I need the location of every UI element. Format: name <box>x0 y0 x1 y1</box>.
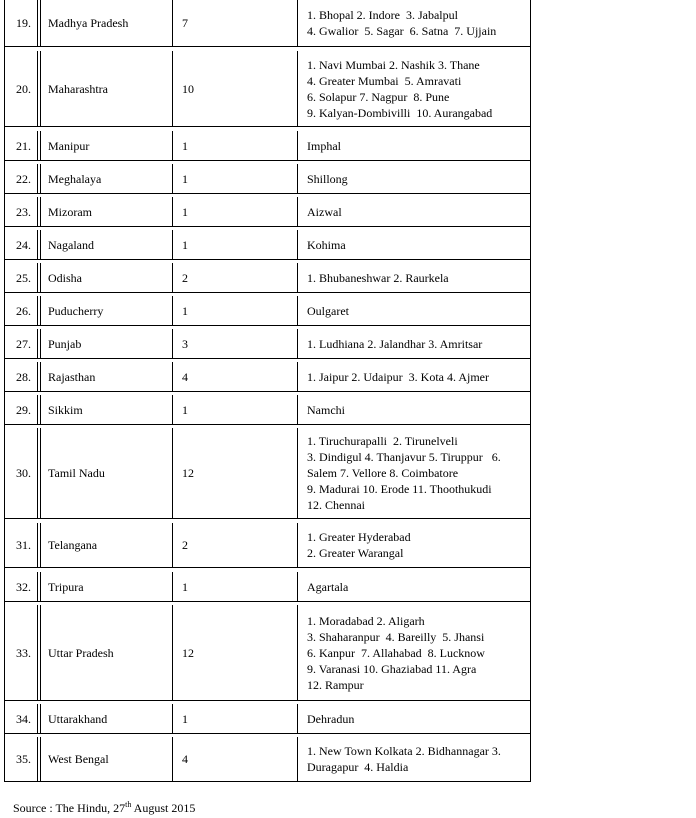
city-count: 7 <box>172 0 297 46</box>
source-suffix: August 2015 <box>131 801 196 815</box>
row-number: 30. <box>16 466 31 480</box>
city-line: 1. Moradabad 2. Aligarh <box>307 613 425 628</box>
city-line: 1. Jaipur 2. Udaipur 3. Kota 4. Ajmer <box>307 369 489 384</box>
state-name: Tamil Nadu <box>48 466 105 480</box>
row-number: 28. <box>16 369 31 384</box>
city-count: 3 <box>172 329 297 358</box>
state-name: Meghalaya <box>48 171 102 186</box>
state-name: Manipur <box>48 138 90 153</box>
state-name: Maharashtra <box>48 81 108 96</box>
city-list <box>297 131 530 160</box>
row-number: 27. <box>16 336 31 351</box>
table-row <box>4 296 531 326</box>
table-row <box>4 704 531 734</box>
row-number: 34. <box>16 711 31 726</box>
table-row <box>4 572 531 602</box>
city-line: 9. Kalyan-Dombivilli 10. Aurangabad <box>307 105 493 120</box>
table-row <box>4 329 531 359</box>
table-row <box>4 197 531 227</box>
state-name: Uttarakhand <box>48 711 108 726</box>
row-number: 23. <box>16 204 31 219</box>
state-name: Telangana <box>48 538 98 552</box>
city-count: 10 <box>172 51 297 126</box>
city-line: Namchi <box>307 402 345 417</box>
city-line: Duragapur 4. Haldia <box>307 760 409 774</box>
city-list <box>297 737 530 781</box>
city-count: 1 <box>172 704 297 733</box>
city-list <box>297 572 530 601</box>
city-line: 6. Kanpur 7. Allahabad 8. Lucknow <box>307 645 485 660</box>
city-line: 6. Solapur 7. Nagpur 8. Pune <box>307 89 450 104</box>
row-number: 33. <box>16 645 31 660</box>
row-number: 32. <box>16 579 31 594</box>
city-count: 2 <box>172 523 297 567</box>
city-list <box>297 523 530 567</box>
city-count: 1 <box>172 164 297 193</box>
state-name: Uttar Pradesh <box>48 645 114 660</box>
city-list <box>297 263 530 292</box>
city-list <box>297 164 530 193</box>
city-list <box>297 362 530 391</box>
city-list <box>297 296 530 325</box>
table-row <box>4 737 531 782</box>
city-count: 2 <box>172 263 297 292</box>
state-name: Sikkim <box>48 402 83 417</box>
city-count: 1 <box>172 230 297 259</box>
city-line: 1. Bhopal 2. Indore 3. Jabalpul <box>307 8 458 22</box>
city-count: 1 <box>172 197 297 226</box>
row-number: 35. <box>16 752 31 766</box>
city-line: Salem 7. Vellore 8. Coimbatore <box>307 466 459 480</box>
city-list <box>297 197 530 226</box>
city-line: Agartala <box>307 579 349 594</box>
state-name: Punjab <box>48 336 82 351</box>
city-line: 2. Greater Warangal <box>307 546 404 560</box>
state-name: Puducherry <box>48 303 104 318</box>
table-row <box>4 362 531 392</box>
city-line: Oulgaret <box>307 303 349 318</box>
city-line: 9. Madurai 10. Erode 11. Thoothukudi <box>307 482 492 496</box>
source-sup: th <box>125 800 132 809</box>
city-line: Dehradun <box>307 711 355 726</box>
city-count: 4 <box>172 362 297 391</box>
city-line: 1. New Town Kolkata 2. Bidhannagar 3. <box>307 744 501 758</box>
city-line: 12. Rampur <box>307 677 364 692</box>
city-line: 9. Varanasi 10. Ghaziabad 11. Agra <box>307 661 477 676</box>
table-row <box>4 0 531 47</box>
city-line: Kohima <box>307 237 346 252</box>
city-line: Aizwal <box>307 204 342 219</box>
city-list <box>297 605 530 700</box>
state-name: Mizoram <box>48 204 92 219</box>
city-line: Shillong <box>307 171 348 186</box>
city-line: Imphal <box>307 138 341 153</box>
city-count: 1 <box>172 296 297 325</box>
city-list <box>297 0 530 46</box>
row-number: 20. <box>16 81 31 96</box>
city-line: 1. Bhubaneshwar 2. Raurkela <box>307 270 449 285</box>
city-line: 12. Chennai <box>307 498 365 512</box>
table-row <box>4 263 531 293</box>
city-list <box>297 428 530 518</box>
table-row <box>4 51 531 127</box>
city-line: 1. Navi Mumbai 2. Nashik 3. Thane <box>307 57 480 72</box>
row-number: 22. <box>16 171 31 186</box>
city-count: 12 <box>172 428 297 518</box>
table-row <box>4 131 531 161</box>
table-row <box>4 523 531 568</box>
city-line: 4. Greater Mumbai 5. Amravati <box>307 73 462 88</box>
state-name: Odisha <box>48 270 82 285</box>
city-count: 4 <box>172 737 297 781</box>
city-line: 3. Dindigul 4. Thanjavur 5. Tiruppur 6. <box>307 450 501 464</box>
row-number: 29. <box>16 402 31 417</box>
city-count: 1 <box>172 395 297 424</box>
row-number: 24. <box>16 237 31 252</box>
city-line: 4. Gwalior 5. Sagar 6. Satna 7. Ujjain <box>307 24 497 38</box>
city-line: 1. Ludhiana 2. Jalandhar 3. Amritsar <box>307 336 483 351</box>
source-note <box>13 797 195 816</box>
city-line: 3. Shaharanpur 4. Bareilly 5. Jhansi <box>307 629 485 644</box>
row-number: 25. <box>16 270 31 285</box>
table-row <box>4 164 531 194</box>
table-row <box>4 605 531 701</box>
city-list <box>297 395 530 424</box>
source-prefix: Source : The Hindu, 27 <box>13 801 126 815</box>
city-list <box>297 230 530 259</box>
table-row <box>4 395 531 425</box>
state-name: West Bengal <box>48 752 109 766</box>
state-name: Tripura <box>48 579 84 594</box>
city-count: 12 <box>172 605 297 700</box>
row-number: 21. <box>16 138 31 153</box>
table-row <box>4 428 531 519</box>
city-list <box>297 51 530 126</box>
row-number: 31. <box>16 538 31 552</box>
city-line: 1. Greater Hyderabad <box>307 530 411 544</box>
city-count: 1 <box>172 572 297 601</box>
state-name: Madhya Pradesh <box>48 16 129 30</box>
row-number: 19. <box>16 16 31 30</box>
row-number: 26. <box>16 303 31 318</box>
city-line: 1. Tiruchurapalli 2. Tirunelveli <box>307 434 458 448</box>
city-list <box>297 704 530 733</box>
state-name: Nagaland <box>48 237 94 252</box>
city-count: 1 <box>172 131 297 160</box>
table-row <box>4 230 531 260</box>
city-list <box>297 329 530 358</box>
state-name: Rajasthan <box>48 369 96 384</box>
